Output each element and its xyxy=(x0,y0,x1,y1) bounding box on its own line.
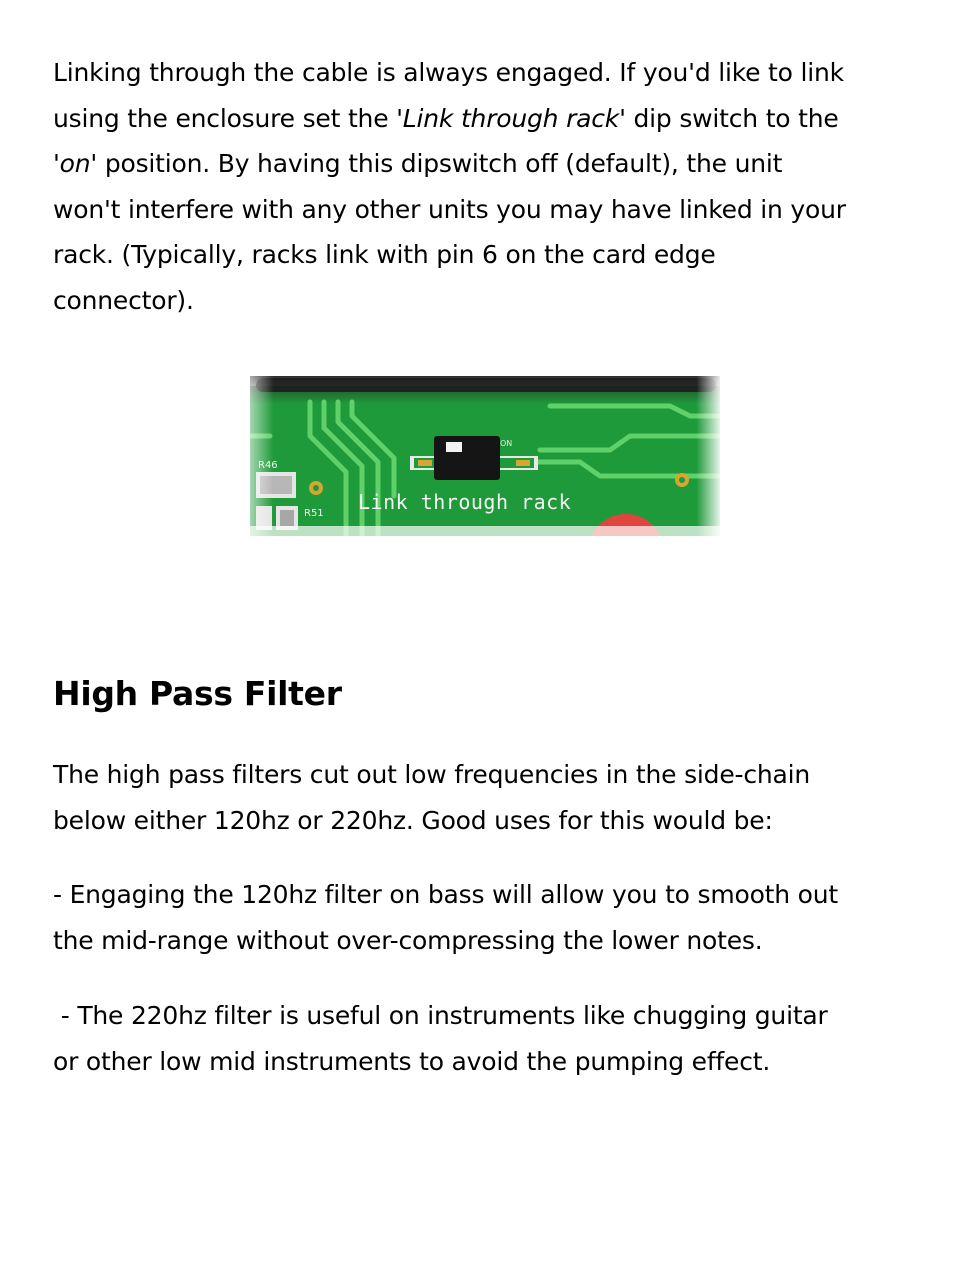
photo-bottom-fade xyxy=(250,526,720,536)
intro-line-3b: position. By having this dipswitch off (default), the unit xyxy=(97,149,783,178)
section-p1-line-1: The high pass filters cut out low frequencies in the side-chain xyxy=(53,760,811,789)
section-p2-line-1: - Engaging the 120hz filter on bass will allow you to smooth out xyxy=(53,880,839,909)
photo-side-fade xyxy=(250,376,720,536)
intro-line-5: rack. (Typically, racks link with pin 6 on the card edge xyxy=(53,240,716,269)
pcb-photo-svg xyxy=(250,376,720,536)
intro-line-1: Linking through the cable is always engaged. If you'd like to link xyxy=(53,58,844,87)
intro-line-2-emphasis: 'Link through rack' xyxy=(396,103,626,133)
intro-paragraph xyxy=(53,50,913,323)
pcb-photo xyxy=(250,376,720,536)
section-paragraph-2 xyxy=(53,872,933,963)
section-p2-line-2: the mid-range without over-compressing the lower notes. xyxy=(53,925,763,955)
section-paragraph-1 xyxy=(53,752,933,843)
section-paragraph-3 xyxy=(53,993,933,1084)
section-p3-line-2: or other low mid instruments to avoid the pumping effect. xyxy=(53,1046,771,1076)
intro-line-4: won't interfere with any other units you may have linked in your xyxy=(53,194,846,224)
intro-line-3-emphasis: 'on' xyxy=(53,149,98,178)
intro-line-6: connector). xyxy=(53,285,194,315)
section-p1-line-2: below either 120hz or 220hz. Good uses for this would be: xyxy=(53,805,773,835)
section-heading: High Pass Filter xyxy=(53,674,342,713)
section-p3-line-1: - The 220hz filter is useful on instruments like chugging guitar xyxy=(53,1001,828,1030)
intro-line-2b: dip switch to the xyxy=(625,103,839,133)
intro-line-2a: using the enclosure set the xyxy=(53,103,397,133)
